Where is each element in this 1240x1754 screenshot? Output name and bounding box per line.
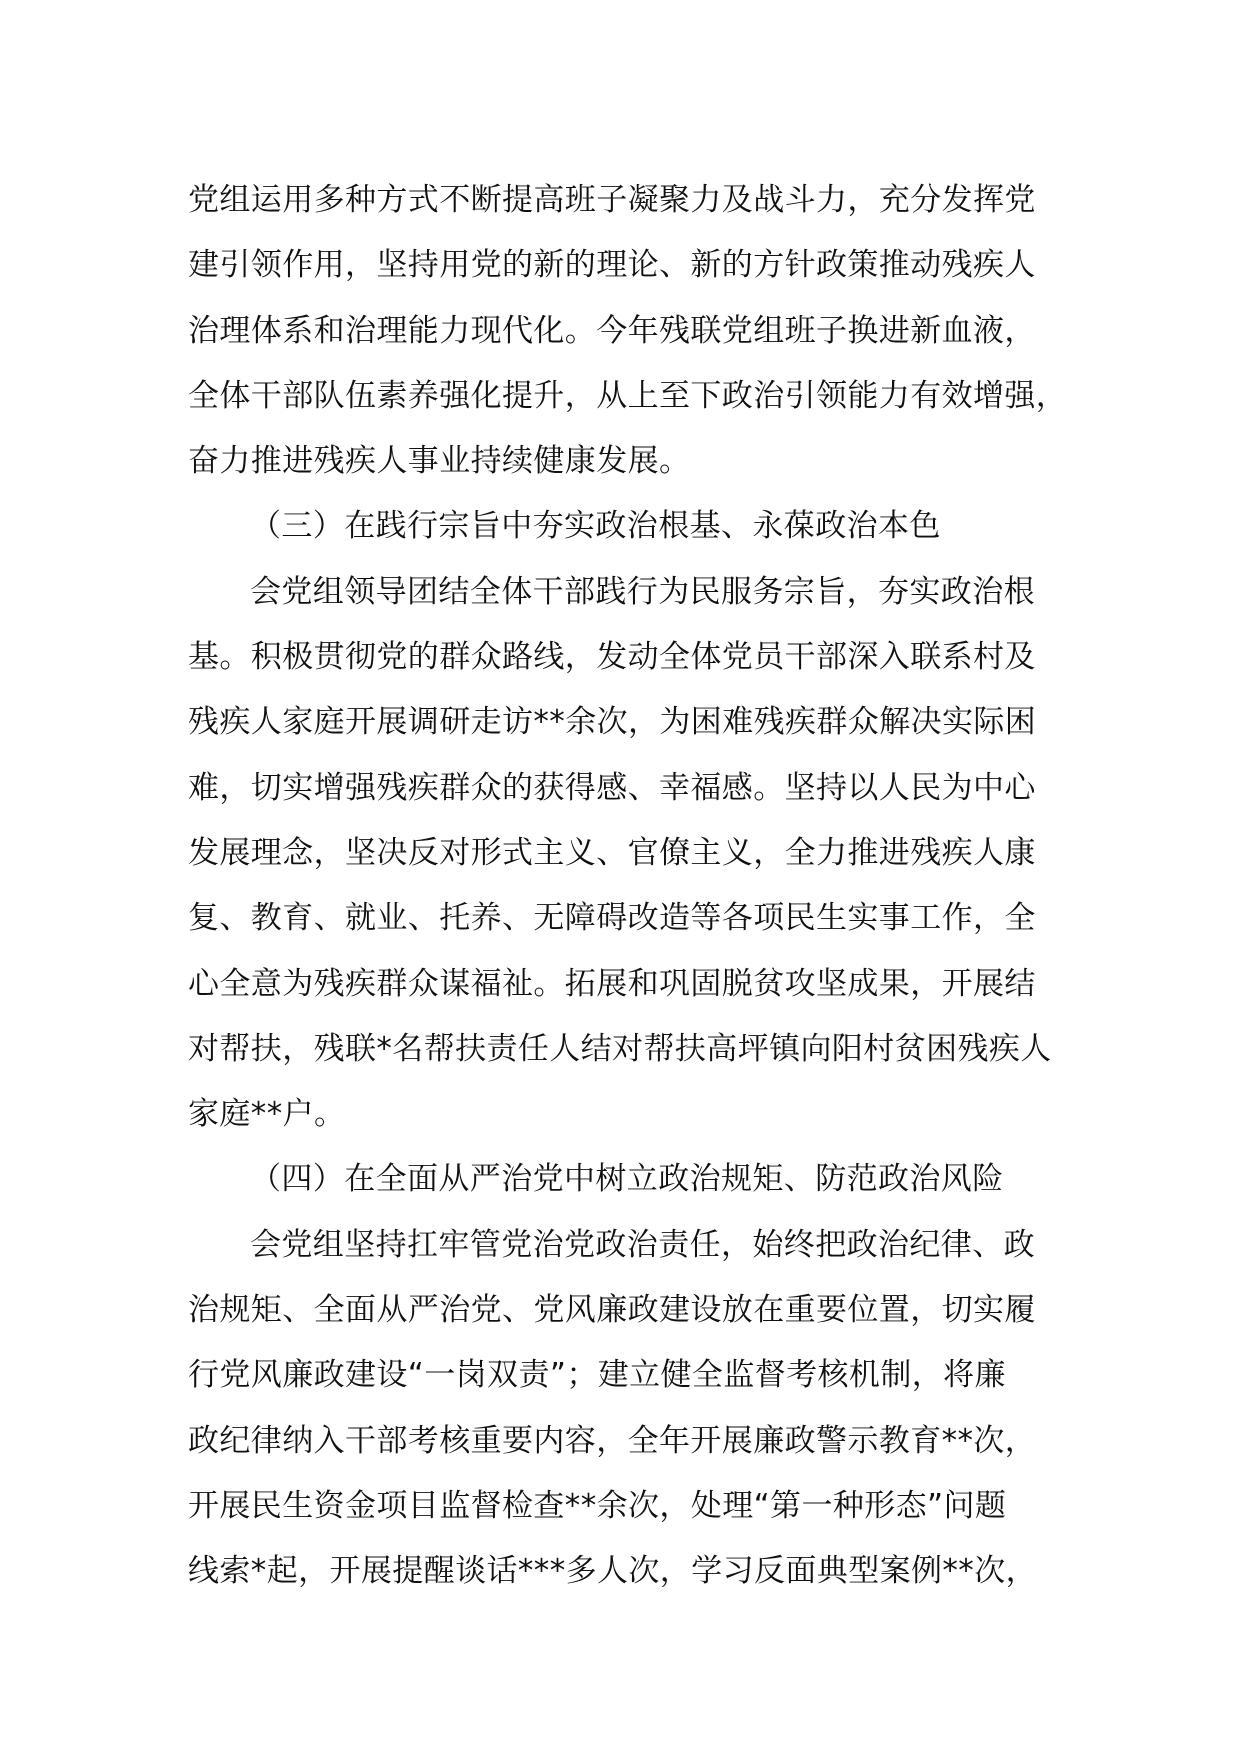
text-line: 政纪律纳入干部考核重要内容，全年开展廉政警示教育**次，	[188, 1422, 1037, 1459]
text-line: （四）在全面从严治党中树立政治规矩、防范政治风险	[250, 1161, 1004, 1198]
text-line: 治规矩、全面从严治党、党风廉政建设放在重要位置，切实履	[188, 1292, 1036, 1329]
text-line: 开展民生资金项目监督检查**余次，处理“第一种形态”问题	[188, 1487, 1007, 1524]
text-line: 难，切实增强残疾群众的获得感、幸福感。坚持以人民为中心	[188, 769, 1036, 806]
text-line: 发展理念，坚决反对形式主义、官僚主义，全力推进残疾人康	[188, 834, 1036, 871]
text-line: 行党风廉政建设“一岗双责”；建立健全监督考核机制，将廉	[188, 1357, 1006, 1394]
text-line: 会党组坚持扛牢管党治党政治责任，始终把政治纪律、政	[250, 1226, 1035, 1263]
text-line: 全体干部队伍素养强化提升，从上至下政治引领能力有效增强，	[188, 377, 1068, 414]
text-line: 残疾人家庭开展调研走访**余次，为困难残疾群众解决实际困	[188, 704, 1037, 741]
text-line: 基。积极贯彻党的群众路线，发动全体党员干部深入联系村及	[188, 639, 1036, 676]
text-line: 线索*起，开展提醒谈话***多人次，学习反面典型案例**次，	[188, 1553, 1037, 1590]
text-line: 奋力推进残疾人事业持续健康发展。	[188, 443, 691, 480]
text-line: 党组运用多种方式不断提高班子凝聚力及战斗力，充分发挥党	[188, 182, 1036, 218]
text-line: 建引领作用，坚持用党的新的理论、新的方针政策推动残疾人	[188, 247, 1036, 284]
text-line: 会党组领导团结全体干部践行为民服务宗旨，夯实政治根	[250, 573, 1035, 610]
text-line: 心全意为残疾群众谋福祉。拓展和巩固脱贫攻坚成果，开展结	[188, 965, 1036, 1002]
text-line: （三）在践行宗旨中夯实政治根基、永葆政治本色	[250, 508, 941, 545]
text-line: 对帮扶，残联*名帮扶责任人结对帮扶高坪镇向阳村贫困残疾人	[188, 1030, 1052, 1067]
body-text	[188, 168, 1088, 1605]
text-line: 复、教育、就业、托养、无障碍改造等各项民生实事工作，全	[188, 900, 1036, 937]
text-line: 治理体系和治理能力现代化。今年残联党组班子换进新血液，	[188, 312, 1036, 349]
text-line: 家庭**户。	[188, 1096, 346, 1133]
